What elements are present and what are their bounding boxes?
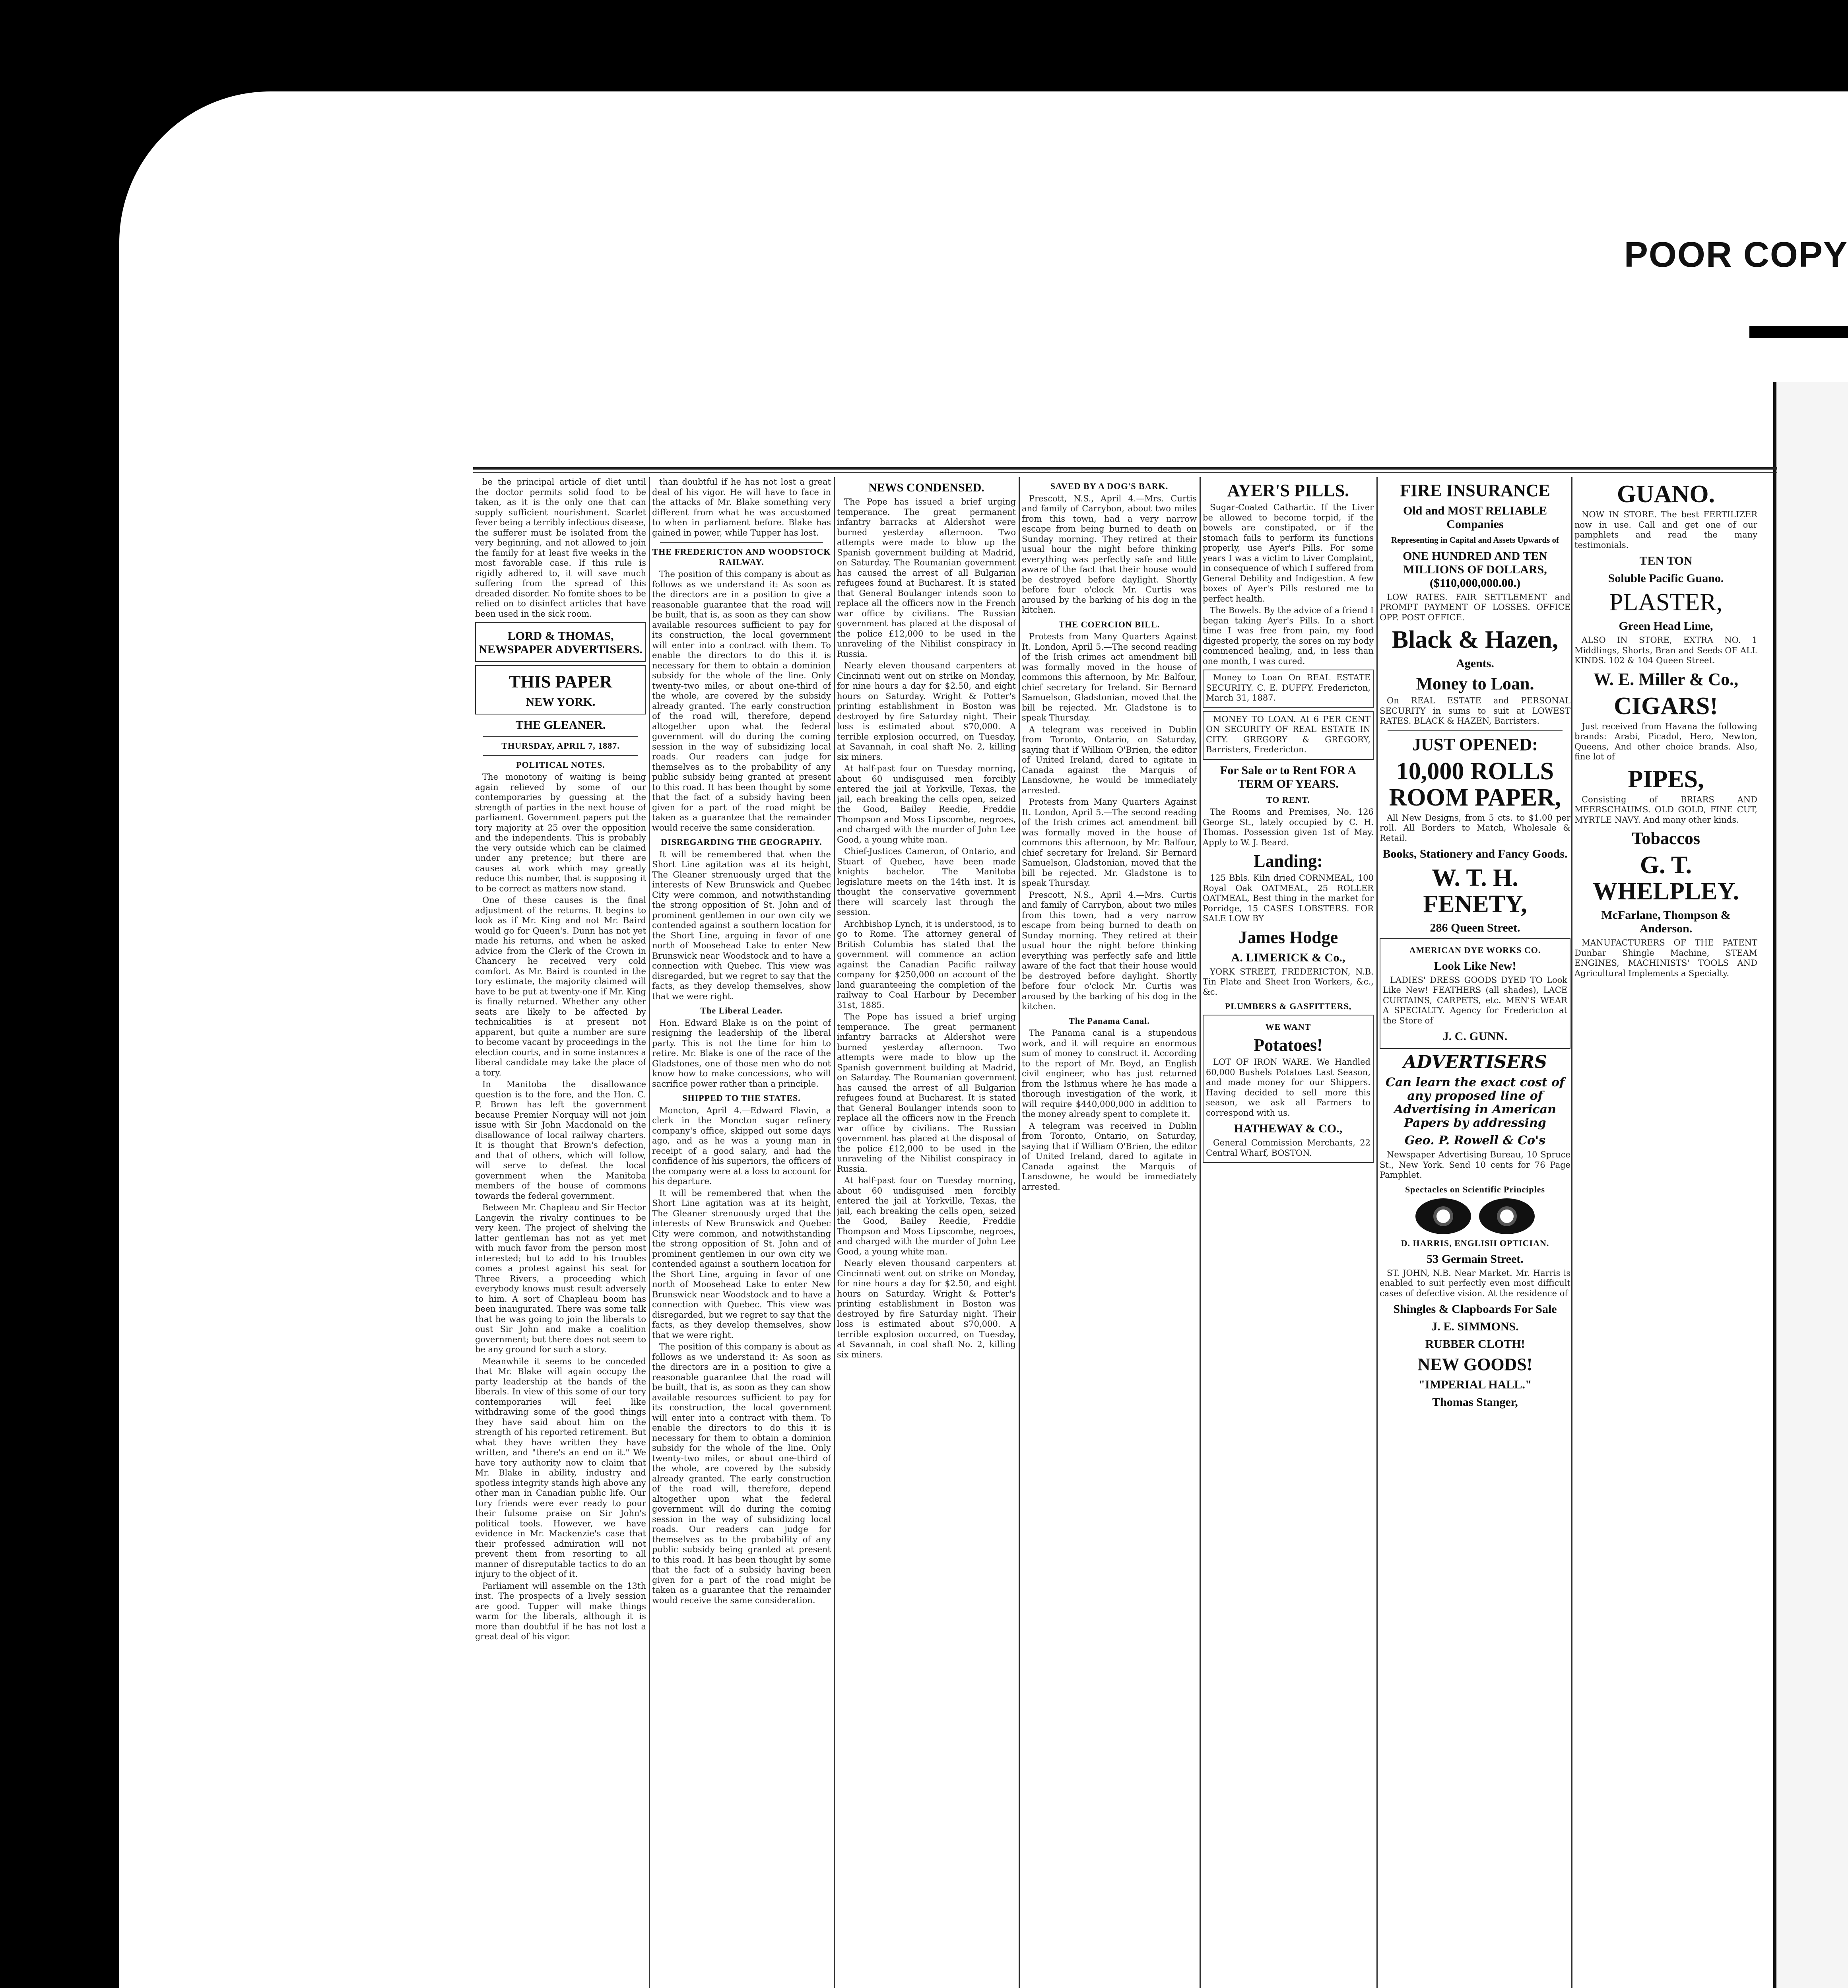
limerick-title: A. LIMERICK & Co.,: [1231, 951, 1345, 964]
ad-text: LOT OF IRON WARE. We Handled 60,000 Bushels Potatoes Last Season, and made money for our Shippers. Having decided to sell more this season, we ask all Farmers to correspond with us.: [1206, 1057, 1370, 1118]
we-want: WE WANT: [1265, 1021, 1311, 1032]
headline-panama: The Panama Canal.: [1069, 1015, 1150, 1026]
divider: [483, 736, 638, 737]
article-text: At half-past four on Tuesday morning, about 60 undisguised men forcibly entered the jail at Yorkville, Texas, the jail, each breaking the cells open, seized the Good, Bailey Reedie, Freddie Thompson and Moss Lipscombe, negroes, and charged with the murder of John Lee Good, a young white man.: [837, 1176, 1016, 1256]
article-text: The position of this company is about as follows as we understand it: As soon as the directors are in a position to give a reasonable guarantee that the road will be built, that is, as soon as they can show available resources sufficient to pay for its construction, the local government will enter into a contract with them. To enable the directors to do this it is necessary for them to obtain a dominion subsidy for the whole of the line. Only twenty-two miles, or about one-third of the whole, are covered by the subsidy already granted. The early construction of the road will, therefore, depend altogether upon what the federal government will do during the coming session in the way of subsidizing local roads. Our readers can judge for themselves as to the probability of any public subsidy being granted at present to this road. It has been thought by some that the fact of a subsidy having been given for a part of the road might be taken as a guarantee that the remainder would receive the same consideration.: [652, 1342, 831, 1605]
headline-coercion-bill: THE COERCION BILL.: [1058, 619, 1160, 629]
gunn-title: J. C. GUNN.: [1442, 1030, 1508, 1043]
room-paper-title: 10,000 ROLLS ROOM PAPER,: [1389, 757, 1561, 811]
divider: [483, 755, 638, 756]
ad-text: Money to Loan On REAL ESTATE SECURITY. C. E. DUFFY. Fredericton, March 31, 1887.: [1206, 673, 1370, 703]
germain-street: 53 Germain Street.: [1427, 1252, 1524, 1266]
column-2: [652, 477, 831, 1988]
advertisers-text: Can learn the exact cost of any proposed line of Advertising in American Papers by addressing: [1385, 1076, 1565, 1130]
eye-icon: [1479, 1198, 1535, 1234]
fenety-title: W. T. H. FENETY,: [1423, 864, 1527, 918]
potatoes-title: Potatoes!: [1254, 1035, 1323, 1055]
article-text: The Panama canal is a stupendous work, and it will require an enormous sum of money to construct it. According to the report of Mr. Boyd, an English civil engineer, who has just returned from the Isthmus where he has made a thorough investigation of the work, it will require $440,000,000 in addition to the money already spent to complete it.: [1022, 1028, 1197, 1119]
article-text: Nearly eleven thousand carpenters at Cincinnati went out on strike on Monday, for nine hours a day for $2.50, and eight hours on Saturday. Wright & Potter's printing establishment in Boston was destroyed by fire Saturday night. Their loss is estimated about $70,000. A terrible explosion occurred, on Tuesday, at Savannah, in coal shaft No. 2, killing six miners.: [837, 661, 1016, 762]
article-text: Nearly eleven thousand carpenters at Cincinnati went out on strike on Monday, for nine hours a day for $2.50, and eight hours on Saturday. Wright & Potter's printing establishment in Boston was destroyed by fire Saturday night. Their loss is estimated about $70,000. A terrible explosion occurred, on Tuesday, at Savannah, in coal shaft No. 2, killing six miners.: [837, 1258, 1016, 1359]
ad-title: THIS PAPER: [509, 672, 612, 691]
poor-copy-banner: POOR COPY: [1624, 235, 1848, 275]
masthead-title: THE GLEANER.: [515, 718, 606, 732]
dye-works-title: AMERICAN DYE WORKS CO.: [1409, 945, 1541, 955]
books-title: Books, Stationery and Fancy Goods.: [1382, 847, 1568, 860]
spectacles-illustration: [1380, 1198, 1570, 1234]
shingles-title: Shingles & Clapboards For Sale: [1393, 1303, 1557, 1316]
ad-text: ALSO IN STORE, EXTRA NO. 1 Middlings, Shorts, Bran and Seeds OF ALL KINDS. 102 & 104 Queen Street.: [1574, 635, 1757, 665]
ad-text: General Commission Merchants, 22 Central Wharf, BOSTON.: [1206, 1138, 1370, 1158]
article-text: Protests from Many Quarters Against It. London, April 5.—The second reading of the Irish crimes act amendment bill was formally moved in the house of commons this afternoon, by Mr. Balfour, chief secretary for Ireland. Sir Bernard Samuelson, Gladstonian, moved that the bill be rejected. Mr. Gladstone is to speak Thursday.: [1022, 632, 1197, 722]
eye-icon: [1415, 1198, 1471, 1234]
new-goods-title: NEW GOODS!: [1417, 1355, 1533, 1374]
potatoes-ad: [1203, 1015, 1374, 1163]
landing-title: Landing:: [1254, 851, 1323, 871]
tobaccos-title: Tobaccos: [1632, 829, 1700, 848]
ad-text: Consisting of BRIARS AND MEERSCHAUMS. OLD GOLD, FINE CUT, MYRTLE NAVY. And many other kinds.: [1574, 794, 1757, 825]
column-rule: [1376, 477, 1378, 1988]
article-text: Archbishop Lynch, it is understood, is to go to Rome. The attorney general of British Columbia has stated that the government will commence an action against the Canadian Pacific railway company for $250,000 on account of the land guaranteeing the completion of the railway to Coal Harbour by December 31st, 1885.: [837, 919, 1016, 1010]
article-text: The monotony of waiting is being again relieved by some of our contemporaries by guessing at the strength of parties in the next house of parliament. Government papers put the tory majority at 25 over the opposition and the independents. This is probably the very outside which can be claimed under any pretence; but there are causes at work which may greatly reduce this number, that is supposing it to be correct as matters now stand.: [475, 772, 646, 893]
article-text: Meanwhile it seems to be conceded that Mr. Blake will again occupy the party leadership at the hands of the liberals. In view of this some of our tory contemporaries will feel like withdrawing some of the good things they have said about him on the strength of his reported retirement. But what they have written they have written, and "there's an end on it." We have tory authority now to claim that Mr. Blake in ability, industry and spotless integrity stands high above any other man in Canadian public life. Our tory friends were ever ready to pour their fulsome praise on Sir John's political tools. However, we have evidence in Mr. Mackenzie's case that their professed admiration will not prevent them from resorting to all manner of disreputable tactics to do an injury to the object of it.: [475, 1356, 646, 1579]
lord-thomas-ad: [475, 622, 646, 662]
top-rule-thin: [473, 472, 1777, 473]
column-6: [1380, 477, 1570, 1988]
spectacles-title: Spectacles on Scientific Principles: [1405, 1184, 1545, 1194]
ad-text: On REAL ESTATE and PERSONAL SECURITY in sums to suit at LOWEST RATES. BLACK & HAZEN, Barristers.: [1380, 696, 1570, 726]
queen-street: 286 Queen Street.: [1430, 921, 1520, 934]
ayers-pills-ad-title: AYER'S PILLS.: [1227, 481, 1349, 500]
column-rule: [1019, 477, 1020, 1988]
stanger-title: Thomas Stanger,: [1432, 1396, 1518, 1409]
ad-text: All New Designs, from 5 cts. to $1.00 per roll. All Borders to Match, Wholesale & Retail.: [1380, 813, 1570, 843]
this-paper-ad: [475, 665, 646, 714]
plumbers-title: PLUMBERS & GASFITTERS,: [1225, 1001, 1352, 1011]
mcfarlane-title: McFarlane, Thompson & Anderson.: [1601, 909, 1731, 935]
column-7: [1574, 477, 1757, 1988]
article-text: Between Mr. Chapleau and Sir Hector Langevin the rivalry continues to be very keen. The project of shelving the latter gentleman has not as yet met with much favor from the person most interested; but to add to his troubles comes a protest against his seat for Three Rivers, a proceeding which everybody knows must result adversely to him. A sort of Chapleau boom has been inaugurated. There was some talk that he was going to join the liberals to oust Sir John and make a coalition government; but there does not seem to be any ground for such a story.: [475, 1203, 646, 1354]
ad-subtitle: NEW YORK.: [526, 695, 596, 709]
article-text: Chief-Justices Cameron, of Ontario, and Stuart of Quebec, have been made knights bachelor. The Manitoba legislature meets on the 14th inst. It is thought the conservative government there will scarcely last through the session.: [837, 846, 1016, 917]
simmons-title: J. E. SIMMONS.: [1431, 1320, 1519, 1333]
article-text: A telegram was received in Dublin from Toronto, Ontario, on Saturday, saying that if William O'Brien, the editor of United Ireland, dared to agitate in Canada against the Marquis of Lansdowne, he would be immediately arrested.: [1022, 724, 1197, 795]
column-rule: [834, 477, 835, 1988]
soluble-guano: Soluble Pacific Guano.: [1608, 572, 1724, 585]
headline-dogs-bark: SAVED BY A DOG'S BARK.: [1050, 481, 1169, 491]
headline-liberal-leader: The Liberal Leader.: [700, 1006, 783, 1015]
headline-geography: DISREGARDING THE GEOGRAPHY.: [661, 837, 822, 847]
money-loan-ad: [1203, 670, 1374, 708]
harris-title: D. HARRIS, ENGLISH OPTICIAN.: [1401, 1238, 1549, 1248]
rubber-cloth-title: RUBBER CLOTH!: [1425, 1338, 1525, 1351]
article-text: One of these causes is the final adjustment of the returns. It begins to look as if Mr. King and not Mr. Baird would go for Queen's. Dunn has not yet made his returns, and when he asked advice from the Clerk of the Crown in Chancery he received very cold comfort. As Mr. Baird is counted in the tory estimate, the majority claimed will have to be put at twenty-one if Mr. King is finally returned. Whether any other seats are likely to be affected by technicalities is at present not apparent, but quite a number are sure to become vacant by proceedings in the election courts, and in some instances a liberal candidate may take the place of a tory.: [475, 895, 646, 1077]
ten-ton: TEN TON: [1639, 554, 1693, 567]
fire-insurance-sub2: Representing in Capital and Assets Upwards of: [1391, 535, 1559, 545]
divider: [1388, 730, 1563, 731]
black-hazen-title: Black & Hazen,: [1392, 626, 1559, 653]
column-rule: [649, 477, 650, 1988]
miller-title: W. E. Miller & Co.,: [1593, 669, 1739, 689]
fire-insurance-sub: Old and MOST RELIABLE Companies: [1403, 504, 1547, 531]
column-rule: [1200, 477, 1201, 1988]
headline-shipped: SHIPPED TO THE STATES.: [682, 1093, 801, 1103]
ad-text: YORK STREET, FREDERICTON, N.B. Tin Plate and Sheet Iron Workers, &c., &c.: [1203, 967, 1374, 997]
adjacent-page-edge: [1749, 326, 1848, 338]
column-4: [1022, 477, 1197, 1988]
article-text: It will be remembered that when the Short Line agitation was at its height, The Gleaner strenuously urged that the interests of New Brunswick and Quebec City were common, and notwithstanding the strong opposition of St. John and of prominent gentlemen in our own city we contended against a southern location for the Short Line, arguing in favor of one north of Moosehead Lake to enter New Brunswick near Woodstock and to have a connection with Quebec. This view was disregarded, but we regret to say that the facts, as they develop themselves, show that we were right.: [652, 849, 831, 1001]
ad-text: 125 Bbls. Kiln dried CORNMEAL, 100 Royal Oak OATMEAL, 25 ROLLER OATMEAL, Best thing in the market for Porridge, 15 CASES LOBSTERS. FOR SALE LOW BY: [1203, 873, 1374, 923]
green-lime: Green Head Lime,: [1619, 619, 1713, 633]
article-text: Prescott, N.S., April 4.—Mrs. Curtis and family of Carrybon, about two miles from this town, had a very narrow escape from being burned to death on Sunday morning. They retired at their usual hour the night before thinking everything was perfectly safe and little aware of the fact that their house would be destroyed before daylight. Shortly before four o'clock Mr. Curtis was aroused by the barking of his dog in the kitchen.: [1022, 493, 1197, 615]
issue-date: THURSDAY, APRIL 7, 1887.: [501, 741, 620, 751]
advertisers-title: ADVERTISERS: [1403, 1052, 1547, 1072]
agents-label: Agents.: [1456, 657, 1494, 670]
ad-text: The Rooms and Premises, No. 126 George St., lately occupied by C. H. Thomas. Possession given 1st of May. Apply to W. J. Beard.: [1203, 807, 1374, 847]
fire-insurance-amount: ONE HUNDRED AND TEN MILLIONS OF DOLLARS, ($110,000,000.00.): [1403, 549, 1547, 590]
just-opened-title: JUST OPENED:: [1412, 734, 1538, 754]
imperial-hall: "IMPERIAL HALL.": [1418, 1378, 1532, 1391]
article-text: The position of this company is about as follows as we understand it: As soon as the directors are in a position to give a reasonable guarantee that the road will be built, that is, as soon as they can show available resources sufficient to pay for its construction, the local government will enter into a contract with them. To enable the directors to do this it is necessary for them to obtain a dominion subsidy for the whole of the line. Only twenty-two miles, or about one-third of the whole, are covered by the subsidy already granted. The early construction of the road will, therefore, depend altogether upon what the federal government will do during the coming session in the way of subsidizing local roads. Our readers can judge for themselves as to the probability of any public subsidy being granted at present to this road. It has been thought by some that the fact of a subsidy having been given for a part of the road might be taken as a guarantee that the remainder would receive the same consideration.: [652, 569, 831, 833]
column-1: [475, 477, 646, 1988]
article-text: A telegram was received in Dublin from Toronto, Ontario, on Saturday, saying that if William O'Brien, the editor of United Ireland, dared to agitate in Canada against the Marquis of Lansdowne, he would be immediately arrested.: [1022, 1121, 1197, 1192]
divider: [660, 542, 823, 543]
ad-text: LADIES' DRESS GOODS DYED TO Look Like New! FEATHERS (all shades), LACE CURTAINS, CARPETS, etc. MEN'S WEAR A SPECIALTY. Agency for Fredericton at the Store of: [1383, 975, 1567, 1025]
ad-text: Sugar-Coated Cathartic. If the Liver be allowed to become torpid, if the bowels are constipated, or if the stomach fails to perform its functions properly, use Ayer's Pills. For some years I was a victim to Liver Complaint, in consequence of which I suffered from General Debility and Indigestion. A few boxes of Ayer's Pills restored me to perfect health.: [1203, 503, 1374, 604]
article-text: than doubtful if he has not lost a great deal of his vigor. He will have to face in the attacks of Mr. Blake something very different from what he was accustomed to when in parliament before. Blake has gained in power, while Tupper has lost.: [652, 477, 831, 538]
article-text: Hon. Edward Blake is on the point of resigning the leadership of the liberal party. This is not the time for him to retire. Mr. Blake is one of the race of the Gladstones, one of those men who do not know how to make concessions, who will sacrifice power rather than a principle.: [652, 1018, 831, 1089]
article-text: Prescott, N.S., April 4.—Mrs. Curtis and family of Carrybon, about two miles from this town, had a very narrow escape from being burned to death on Sunday morning. They retired at their usual hour the night before thinking everything was perfectly safe and little aware of the fact that their house would be destroyed before daylight. Shortly before four o'clock Mr. Curtis was aroused by the barking of his dog in the kitchen.: [1022, 890, 1197, 1011]
adjacent-page: [1773, 382, 1848, 1988]
dye-works-ad: [1380, 938, 1570, 1049]
article-text: Protests from Many Quarters Against It. London, April 5.—The second reading of the Irish crimes act amendment bill was formally moved in the house of commons this afternoon, by Mr. Balfour, chief secretary for Ireland. Sir Bernard Samuelson, Gladstonian, moved that the bill be rejected. Mr. Gladstone is to speak Thursday.: [1022, 797, 1197, 888]
ad-text: Newspaper Advertising Bureau, 10 Spruce St., New York. Send 10 cents for 76 Page Pamphlet.: [1380, 1150, 1570, 1180]
article-text: The Pope has issued a brief urging temperance. The great permanent infantry barracks at Aldershot were burned yesterday afternoon. Two attempts were made to blow up the Spanish government building at Madrid, on Saturday. The Roumanian government has caused the arrest of all Bulgarian refugees found at Bucharest. It is stated that General Boulanger intends soon to replace all the officers now in the French war office by civilians. The Russian government has placed at the disposal of the police £12,000 to be used in the unraveling of the Nihilist conspiracy in Russia.: [837, 497, 1016, 659]
ad-text: NOW IN STORE. The best FERTILIZER now in use. Call and get one of our pamphlets and read the many testimonials.: [1574, 510, 1757, 550]
ad-text: LOW RATES. FAIR SETTLEMENT and PROMPT PAYMENT OF LOSSES. OFFICE OPP. POST OFFICE.: [1380, 592, 1570, 622]
column-3: [837, 477, 1016, 1988]
gregory-ad: [1203, 711, 1374, 760]
ad-text: The Bowels. By the advice of a friend I began taking Ayer's Pills. In a short time I was free from pain, my food digested properly, the sores on my body commenced healing, and, in less than one month, I was cured.: [1203, 606, 1374, 666]
headline-news-condensed: NEWS CONDENSED.: [868, 481, 984, 494]
fire-insurance-title: FIRE INSURANCE: [1400, 481, 1550, 500]
headline-political-notes: POLITICAL NOTES.: [516, 759, 605, 770]
ad-title: LORD & THOMAS, NEWSPAPER ADVERTISERS.: [479, 629, 643, 656]
cigars-title: CIGARS!: [1614, 692, 1718, 720]
hatheway-title: HATHEWAY & CO.,: [1234, 1122, 1343, 1135]
to-rent-title: TO RENT.: [1266, 794, 1310, 805]
ad-text: MANUFACTURERS OF THE PATENT Dunbar Shingle Machine, STEAM ENGINES, MACHINISTS' TOOLS AND Agricultural Implements a Specialty.: [1574, 938, 1757, 978]
article-text: be the principal article of diet until the doctor permits solid food to be taken, as it is the only one that can supply sufficient nourishment. Scarlet fever being a terribly infectious disease, the sufferer must be isolated from the very beginning, and not allowed to join the family for at least five weeks in the most favorable case. If this rule is rigidly adhered to, it will save much suffering from the spread of this dreaded disorder. No fomite shoes to be relied on to disinfect articles that have been used in the sick room.: [475, 477, 646, 619]
plaster-title: PLASTER,: [1609, 589, 1723, 616]
column-5: [1203, 477, 1374, 1988]
article-text: The Pope has issued a brief urging temperance. The great permanent infantry barracks at Aldershot were burned yesterday afternoon. Two attempts were made to blow up the Spanish government building at Madrid, on Saturday. The Roumanian government has caused the arrest of all Bulgarian refugees found at Bucharest. It is stated that General Boulanger intends soon to replace all the officers now in the French war office by civilians. The Russian government has placed at the disposal of the police £12,000 to be used in the unraveling of the Nihilist conspiracy in Russia.: [837, 1012, 1016, 1174]
ad-text: Just received from Havana the following brands: Arabi, Picadol, Hero, Newton, Queens, And other choice brands. Also, fine lot of: [1574, 721, 1757, 761]
look-like-new: Look Like New!: [1434, 959, 1516, 973]
ad-text: MONEY TO LOAN. At 6 PER CENT ON SECURITY OF REAL ESTATE IN CITY. GREGORY & GREGORY, Barristers, Fredericton.: [1206, 714, 1370, 754]
ad-text: ST. JOHN, N.B. Near Market. Mr. Harris is enabled to suit perfectly even most difficult cases of defective vision. At the residence of: [1380, 1268, 1570, 1298]
article-text: In Manitoba the disallowance question is to the fore, and the Hon. C. P. Brown has left the government because Premier Norquay will not join issue with Sir John Macdonald on the disallowance of local railway charters. It is thought that Brown's defection, and that of others, which will follow, will serve to defeat the local government when the Manitoba members of the house of commons towards the federal government.: [475, 1079, 646, 1201]
top-rule: [473, 467, 1777, 470]
rowell-title: Geo. P. Rowell & Co's: [1404, 1134, 1546, 1147]
article-text: At half-past four on Tuesday morning, about 60 undisguised men forcibly entered the jail at Yorkville, Texas, the jail, each breaking the cells open, seized the Good, Bailey Reedie, Freddie Thompson and Moss Lipscombe, negroes, and charged with the murder of John Lee Good, a young white man.: [837, 764, 1016, 845]
article-text: Moncton, April 4.—Edward Flavin, a clerk in the Moncton sugar refinery company's office, skipped out some days ago, and as he was a young man in receipt of a good salary, and had the confidence of his superiors, the officers of the company were at a loss to account for his departure.: [652, 1105, 831, 1186]
column-rule: [1571, 477, 1572, 1988]
headline-railway: THE FREDERICTON AND WOODSTOCK RAILWAY.: [652, 547, 831, 567]
guano-title: GUANO.: [1617, 481, 1715, 508]
pipes-title: PIPES,: [1628, 765, 1704, 793]
whelpley-title: G. T. WHELPLEY.: [1592, 852, 1739, 905]
james-hodge-title: James Hodge: [1238, 927, 1338, 947]
for-sale-title: For Sale or to Rent FOR A TERM OF YEARS.: [1220, 763, 1357, 790]
article-text: It will be remembered that when the Short Line agitation was at its height, The Gleaner strenuously urged that the interests of New Brunswick and Quebec City were common, and notwithstanding the strong opposition of St. John and of prominent gentlemen in our own city we contended against a southern location for the Short Line, arguing in favor of one north of Moosehead Lake to enter New Brunswick near Woodstock and to have a connection with Quebec. This view was disregarded, but we regret to say that the facts, as they develop themselves, show that we were right.: [652, 1188, 831, 1340]
article-text: Parliament will assemble on the 13th inst. The prospects of a lively session are good. Tupper will make things warm for the liberals, although it is more than doubtful if he has not lost a great deal of his vigor.: [475, 1581, 646, 1641]
money-to-loan-title: Money to Loan.: [1416, 674, 1534, 693]
